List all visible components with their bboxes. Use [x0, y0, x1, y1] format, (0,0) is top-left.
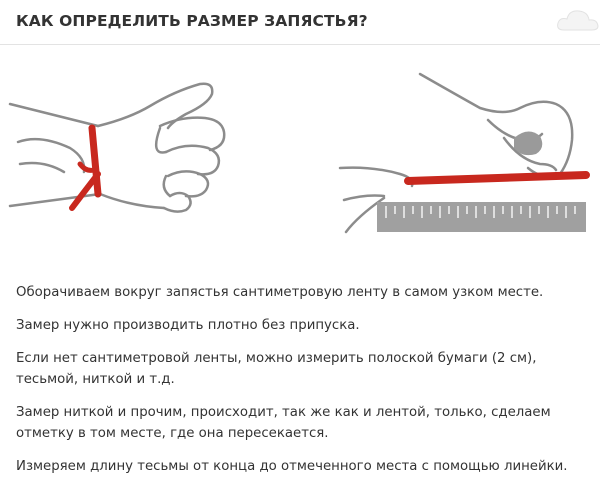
- instruction-paragraph: Измеряем длину тесьмы от конца до отмеченного места с помощью линейки.: [16, 459, 568, 474]
- wrist-measurement-illustration: [0, 56, 600, 256]
- instruction-paragraph: Замер ниткой и прочим, происходит, так же как и лентой, только, сделаем отметку в том месте, где она пересекается.: [16, 405, 551, 441]
- cloud-icon: [554, 4, 600, 34]
- strip-on-ruler-illustration: [340, 74, 586, 232]
- instruction-paragraph: Если нет сантиметровой ленты, можно измерить полоской бумаги (2 см), тесьмой, ниткой и т.д.: [16, 351, 537, 387]
- instruction-paragraph: Оборачиваем вокруг запястья сантиметровую ленту в самом узком месте.: [16, 285, 544, 300]
- page-title: КАК ОПРЕДЕЛИТЬ РАЗМЕР ЗАПЯСТЬЯ?: [16, 12, 368, 30]
- hand-with-tape-illustration: [10, 84, 224, 212]
- instructions-text: [16, 282, 591, 489]
- page-header: [0, 0, 600, 45]
- instruction-paragraph: Замер нужно производить плотно без припуска.: [16, 318, 360, 333]
